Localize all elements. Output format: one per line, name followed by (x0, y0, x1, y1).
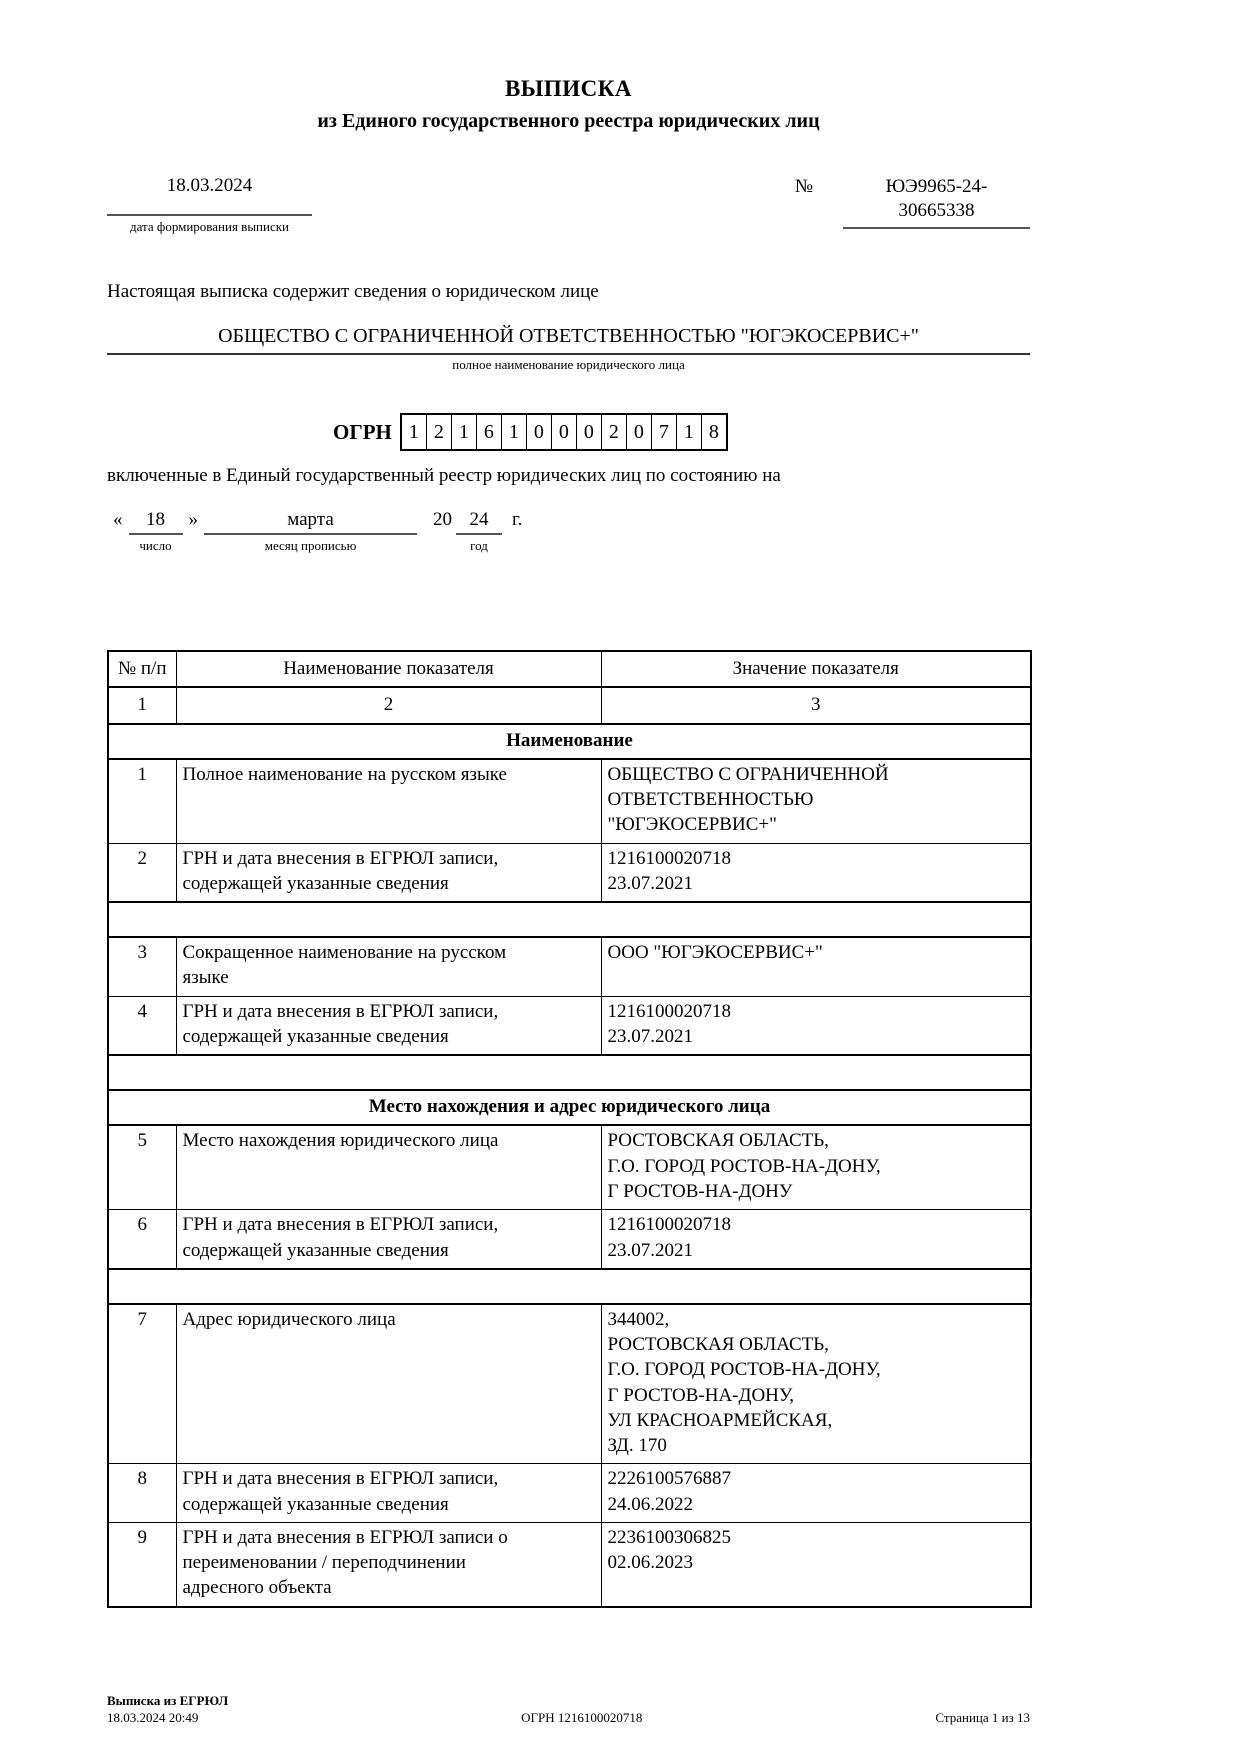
ogrn-digit-box: 0 (576, 415, 601, 449)
number-sign: № (794, 176, 813, 197)
meta-row (107, 175, 1030, 235)
company-name-underline (107, 353, 1030, 355)
cell-name: Полное наименование на русском языке (176, 759, 601, 843)
cell-name: ГРН и дата внесения в ЕГРЮЛ записи, содержащей указанные сведения (176, 843, 601, 902)
year-value: 24 (456, 507, 502, 535)
table-row-spacer (108, 1269, 1031, 1304)
year-suffix: г. (512, 509, 523, 530)
cell-num: 1 (108, 759, 176, 843)
table-row-colnums (108, 687, 1031, 723)
section-header: Место нахождения и адрес юридического лица (108, 1090, 1031, 1125)
column-number: 2 (176, 687, 601, 723)
ogrn-digit-box: 0 (526, 415, 551, 449)
day-value: 18 (129, 507, 183, 535)
cell-value: РОСТОВСКАЯ ОБЛАСТЬ, Г.О. ГОРОД РОСТОВ-НА-ДОНУ, Г РОСТОВ-НА-ДОНУ (601, 1125, 1031, 1209)
column-number: 3 (601, 687, 1031, 723)
ogrn-digit-box: 2 (426, 415, 451, 449)
footer-ogrn: ОГРН 1216100020718 (521, 1710, 643, 1725)
table-row-data (108, 1522, 1031, 1606)
document-number-line2: 30665338 (898, 199, 975, 221)
table-row-section (108, 1090, 1031, 1125)
table-row-data (108, 1304, 1031, 1464)
table-row-data (108, 937, 1031, 996)
formation-date-block (107, 175, 312, 235)
cell-num: 6 (108, 1210, 176, 1269)
day-label: число (139, 538, 172, 553)
column-header: Значение показателя (601, 651, 1031, 687)
cell-value: 1216100020718 23.07.2021 (601, 996, 1031, 1055)
cell-name: ГРН и дата внесения в ЕГРЮЛ записи, содержащей указанные сведения (176, 1210, 601, 1269)
ogrn-digit-box: 1 (676, 415, 701, 449)
table-row-data (108, 843, 1031, 902)
document-subtitle: из Единого государственного реестра юридических лиц (317, 110, 820, 132)
column-number: 1 (108, 687, 176, 723)
table-row-spacer (108, 1055, 1031, 1090)
cell-name: Место нахождения юридического лица (176, 1125, 601, 1209)
document-number-block (795, 175, 1030, 229)
as-of-date-line (107, 507, 1030, 554)
intro-line: Настоящая выписка содержит сведения о юридическом лице (107, 281, 599, 302)
year-label: год (470, 538, 488, 553)
ogrn-digit-box: 2 (601, 415, 626, 449)
footer-timestamp: 18.03.2024 20:49 (107, 1710, 199, 1725)
footer-page-number: Страница 1 из 13 (935, 1710, 1030, 1725)
table-row-data (108, 1464, 1031, 1523)
document-number (843, 175, 1030, 229)
document-number-underline (843, 227, 1030, 229)
cell-value: ООО "ЮГЭКОСЕРВИС+" (601, 937, 1031, 996)
ogrn-digit-box: 0 (551, 415, 576, 449)
ogrn-digit-box: 6 (476, 415, 501, 449)
cell-name: Адрес юридического лица (176, 1304, 601, 1464)
month-segment (204, 507, 417, 554)
formation-date-label: дата формирования выписки (129, 219, 290, 234)
ogrn-digit-box: 8 (701, 415, 726, 449)
open-quote: « (113, 509, 123, 530)
table-row-data (108, 996, 1031, 1055)
spacer-cell (108, 1055, 1031, 1090)
table-row-section (108, 724, 1031, 759)
company-name-label: полное наименование юридического лица (452, 357, 685, 372)
document-number-line1: ЮЭ9965-24- (885, 176, 988, 197)
register-table (107, 650, 1032, 1608)
table-row-header (108, 651, 1031, 687)
company-name: ОБЩЕСТВО С ОГРАНИЧЕННОЙ ОТВЕТСТВЕННОСТЬЮ "ЮГЭКОСЕРВИС+" (218, 325, 919, 347)
ogrn-digit-box: 1 (408, 421, 419, 443)
included-line: включенные в Единый государственный реестр юридических лиц по состоянию на (107, 465, 781, 486)
cell-value: 2226100576887 24.06.2022 (601, 1464, 1031, 1523)
day-segment (129, 507, 183, 554)
ogrn-digit-box: 7 (651, 415, 676, 449)
cell-value: ОБЩЕСТВО С ОГРАНИЧЕННОЙ ОТВЕТСТВЕННОСТЬЮ "ЮГЭКОСЕРВИС+" (601, 759, 1031, 843)
cell-value: 2236100306825 02.06.2023 (601, 1522, 1031, 1606)
cell-num: 8 (108, 1464, 176, 1523)
cell-num: 2 (108, 843, 176, 902)
close-quote: » (188, 509, 198, 530)
cell-name: ГРН и дата внесения в ЕГРЮЛ записи, содержащей указанные сведения (176, 996, 601, 1055)
cell-value: 1216100020718 23.07.2021 (601, 843, 1031, 902)
column-header: Наименование показателя (176, 651, 601, 687)
section-header: Наименование (108, 724, 1031, 759)
ogrn-row (333, 413, 1030, 451)
spacer-cell (108, 902, 1031, 937)
table-row-data (108, 1125, 1031, 1209)
ogrn-label: ОГРН (333, 419, 392, 444)
cell-num: 9 (108, 1522, 176, 1606)
cell-name: ГРН и дата внесения в ЕГРЮЛ записи о переименовании / переподчинении адресного объекта (176, 1522, 601, 1606)
ogrn-digit-boxes (400, 413, 728, 451)
page-footer (107, 1692, 1030, 1726)
year-segment (456, 507, 502, 554)
ogrn-digit-box: 1 (451, 415, 476, 449)
column-header: № п/п (108, 651, 176, 687)
formation-date: 18.03.2024 (166, 175, 253, 196)
cell-num: 4 (108, 996, 176, 1055)
table-row-data (108, 1210, 1031, 1269)
month-value: марта (204, 507, 417, 535)
ogrn-digit-box: 0 (626, 415, 651, 449)
cell-num: 5 (108, 1125, 176, 1209)
cell-num: 7 (108, 1304, 176, 1464)
month-label: месяц прописью (264, 538, 357, 553)
footer-doc-type: Выписка из ЕГРЮЛ (107, 1693, 229, 1708)
cell-value: 344002, РОСТОВСКАЯ ОБЛАСТЬ, Г.О. ГОРОД РОСТОВ-НА-ДОНУ, Г РОСТОВ-НА-ДОНУ, УЛ КРАСНОАРМЕЙСКАЯ, ЗД. 170 (601, 1304, 1031, 1464)
cell-num: 3 (108, 937, 176, 996)
company-block (107, 325, 1030, 373)
cell-value: 1216100020718 23.07.2021 (601, 1210, 1031, 1269)
table-row-spacer (108, 902, 1031, 937)
register-table-body (108, 651, 1031, 1607)
cell-name: Сокращенное наименование на русском языке (176, 937, 601, 996)
century-value: 20 (433, 509, 452, 530)
footer-left (107, 1692, 228, 1726)
table-row-data (108, 759, 1031, 843)
document-title: ВЫПИСКА (504, 76, 633, 101)
formation-date-underline (107, 214, 312, 216)
ogrn-digit-box: 1 (501, 415, 526, 449)
spacer-cell (108, 1269, 1031, 1304)
cell-name: ГРН и дата внесения в ЕГРЮЛ записи, содержащей указанные сведения (176, 1464, 601, 1523)
